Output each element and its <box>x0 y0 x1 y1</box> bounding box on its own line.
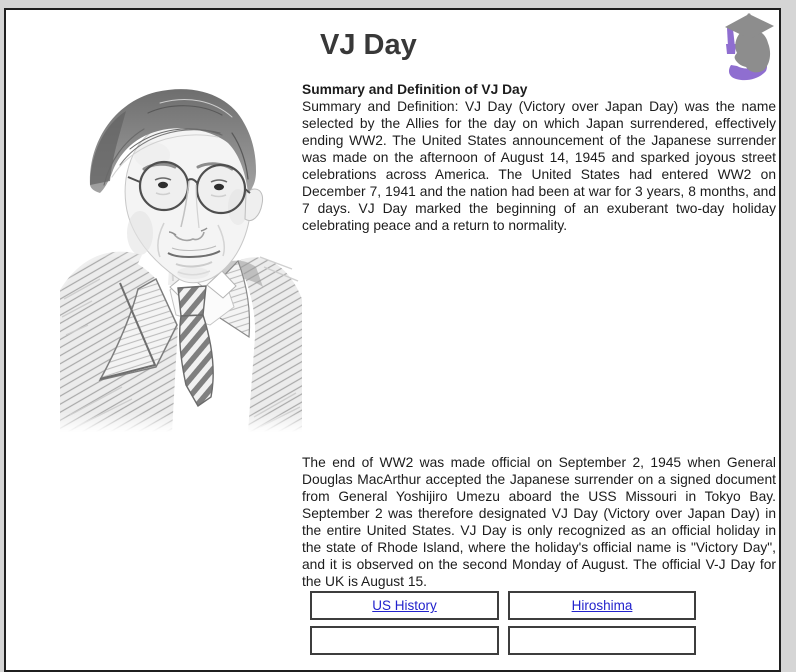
page <box>4 8 781 672</box>
nav-box-cutoff-right[interactable] <box>508 626 696 655</box>
page-title: VJ Day <box>320 29 417 61</box>
nav-link-grid <box>310 591 776 655</box>
nav-box-us-history[interactable] <box>310 591 499 620</box>
nav-box-hiroshima[interactable] <box>508 591 696 620</box>
article-paragraph-2: The end of WW2 was made official on September 2, 1945 when General Douglas MacArthur accepted the Japanese surrender on a signed document from General Yoshijiro Umezu aboard the USS Missouri in Tokyo Bay. September 2 was therefore designated VJ Day (Victory over Japan Day) in the entire United States. VJ Day is only recognized as an official holiday in the state of Rhode Island, where the holiday's official name is "Victory Day", and it is observed on the second Monday of August. The official V-J Day for the UK is August 15. <box>302 455 776 589</box>
us-history-link[interactable]: US History <box>372 598 437 613</box>
content-column <box>302 10 776 655</box>
nav-box-cutoff-left[interactable] <box>310 626 499 655</box>
truman-portrait-sketch-icon <box>60 85 302 432</box>
article-heading: Summary and Definition of VJ Day <box>302 82 528 97</box>
hiroshima-link[interactable]: Hiroshima <box>571 598 633 613</box>
article-paragraph-1: Summary and Definition: VJ Day (Victory over Japan Day) was the name selected by the Allies for the day on which Japan surrendered, effectively ending WW2. The United States announcement of the Japanese surrender was made on the afternoon of August 14, 1945 and sparked joyous street celebrations across America. The United States had entered WW2 on December 7, 1941 and the nation had been at war for 3 years, 8 months, and 7 days. VJ Day marked the beginning of an exuberant two-day holiday celebrating peace and a return to normality. <box>302 99 776 233</box>
